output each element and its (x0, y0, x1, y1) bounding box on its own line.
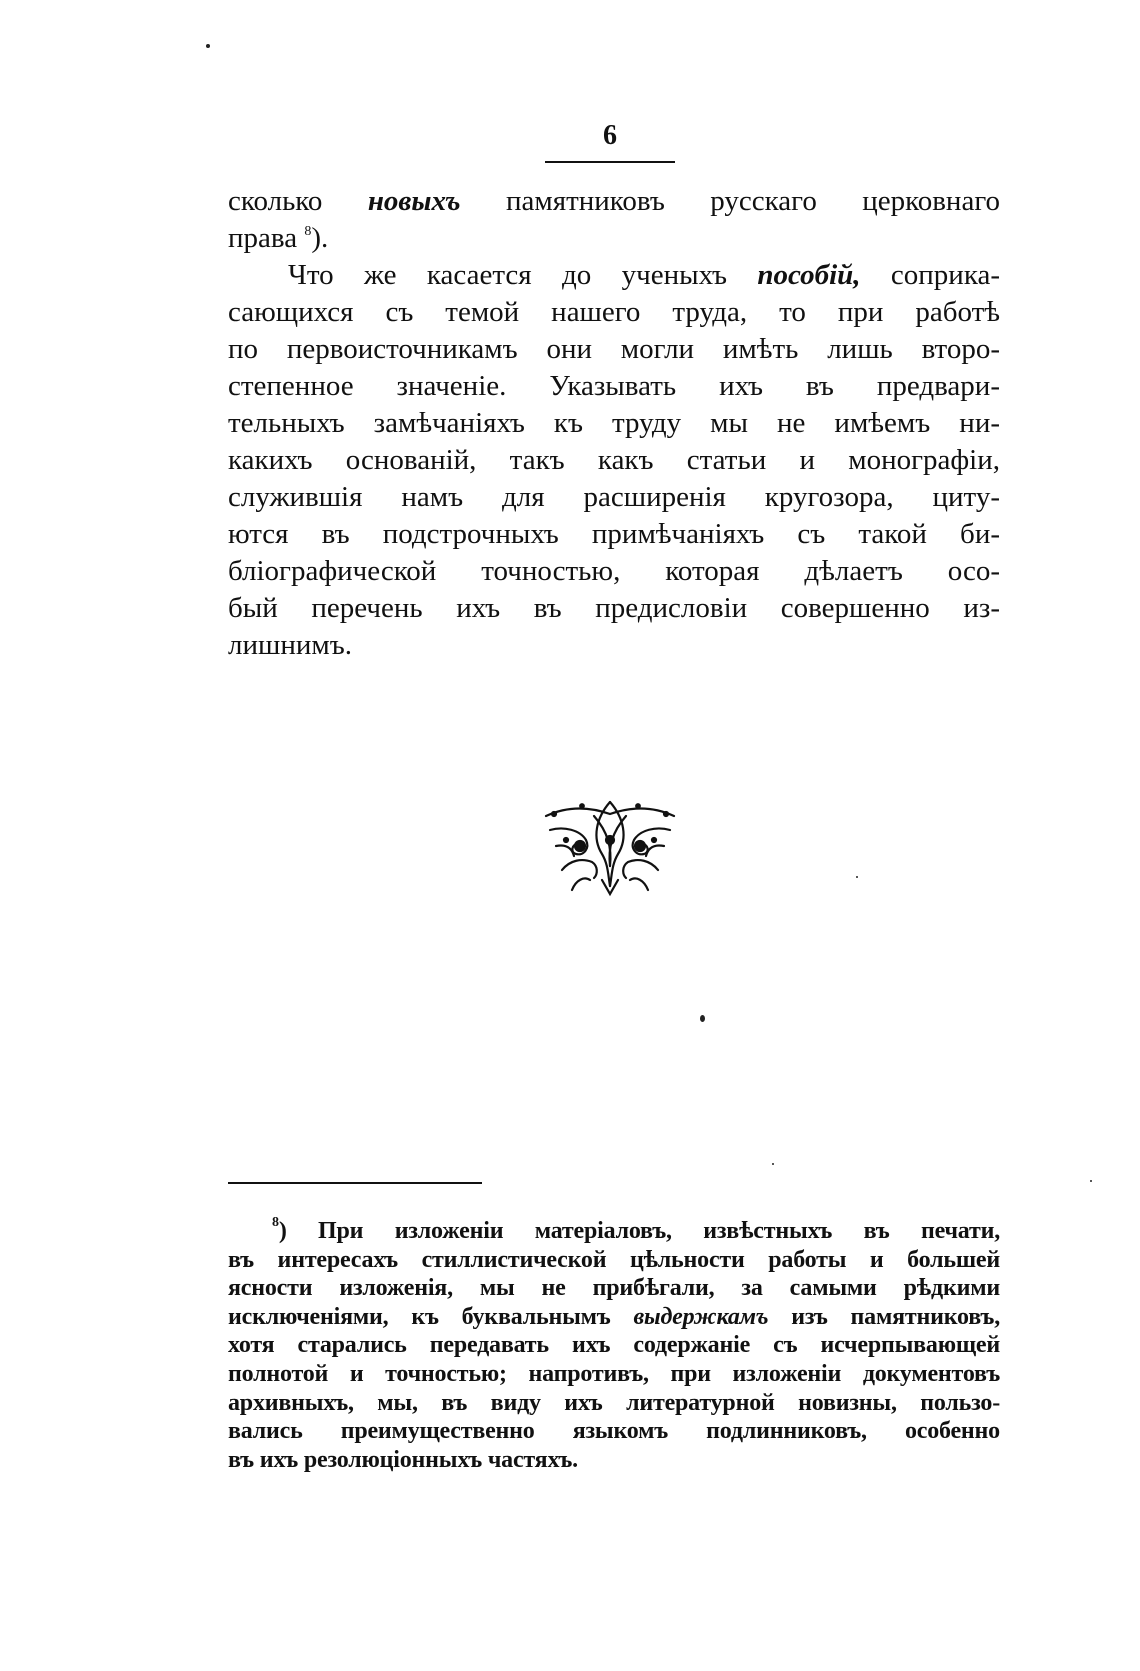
footnote-line: въ интересахъ стиллистической цѣльности работы и большей (228, 1246, 1000, 1273)
emphasis-text: новыхъ (367, 185, 461, 217)
page-number-rule (545, 161, 675, 163)
text-line: бліографической точностью, которая дѣлаетъ осо- (228, 555, 1000, 587)
text-line: какихъ основаній, такъ какъ статьи и монографіи, (228, 444, 1000, 476)
footnote-line: вались преимущественно языкомъ подлинниковъ, особенно (228, 1418, 1000, 1445)
text-span: сколько (228, 185, 368, 217)
text-span: памятниковъ русскаго церковнаго (460, 185, 1000, 217)
footnote-marker: 8 (272, 1215, 279, 1230)
footnote-line (228, 1303, 1000, 1332)
paper-speck (856, 876, 858, 878)
paper-speck (700, 1015, 705, 1022)
text-line: степенное значеніе. Указывать ихъ въ предвари- (228, 370, 1000, 402)
footnote-line: хотя старались передавать ихъ содержаніе съ исчерпывающей (228, 1332, 1000, 1359)
text-line: лишнимъ. (228, 629, 352, 661)
text-line: сающихся съ темой нашего труда, то при работѣ (228, 296, 1000, 328)
footnote-separator (228, 1182, 482, 1184)
footnote-line (228, 1217, 1000, 1246)
text-span: Что же касается до ученыхъ (288, 259, 758, 291)
text-line (228, 183, 1000, 220)
text-span: права (228, 222, 305, 254)
paper-speck (1090, 1180, 1092, 1182)
footnote-reference[interactable]: 8 (304, 224, 312, 239)
text-line: ются въ подстрочныхъ примѣчаніяхъ съ такой би- (228, 518, 1000, 550)
text-span: ) При изложеніи матеріаловъ, извѣстныхъ въ печати, (278, 1218, 1000, 1244)
footnote-line: въ ихъ резолюціонныхъ частяхъ. (228, 1446, 578, 1473)
text-span: изъ памятниковъ, (768, 1303, 1001, 1330)
text-line: тельныхъ замѣчаніяхъ къ труду мы не имѣемъ ни- (228, 407, 1000, 439)
footnote-line: архивныхъ, мы, въ виду ихъ литературной новизны, пользо- (228, 1389, 1000, 1416)
page-number: 6 (603, 120, 617, 151)
text-line: бый перечень ихъ въ предисловіи совершенно из- (228, 592, 1000, 624)
footnote-line: ясности изложенія, мы не прибѣгали, за самыми рѣдкими (228, 1275, 1000, 1302)
paper-speck (206, 44, 210, 48)
text-line (228, 257, 1000, 294)
footnote (228, 1217, 1000, 1474)
footnote-line: полнотой и точностью; напротивъ, при изложеніи документовъ (228, 1360, 1000, 1387)
text-line (228, 220, 1000, 257)
main-text (228, 183, 1000, 664)
text-line: по первоисточникамъ они могли имѣть лишь второ- (228, 333, 1000, 365)
emphasis-text: выдержкамъ (633, 1303, 769, 1330)
emphasis-text: пособій, (757, 259, 861, 291)
text-span: соприка- (860, 259, 1001, 291)
ornament-vignette (542, 796, 678, 900)
text-span: исключеніями, къ буквальнымъ (228, 1303, 634, 1330)
paper-speck (772, 1163, 774, 1165)
text-span: ). (311, 222, 329, 254)
text-line: служившія намъ для расширенія кругозора, циту- (228, 481, 1000, 513)
